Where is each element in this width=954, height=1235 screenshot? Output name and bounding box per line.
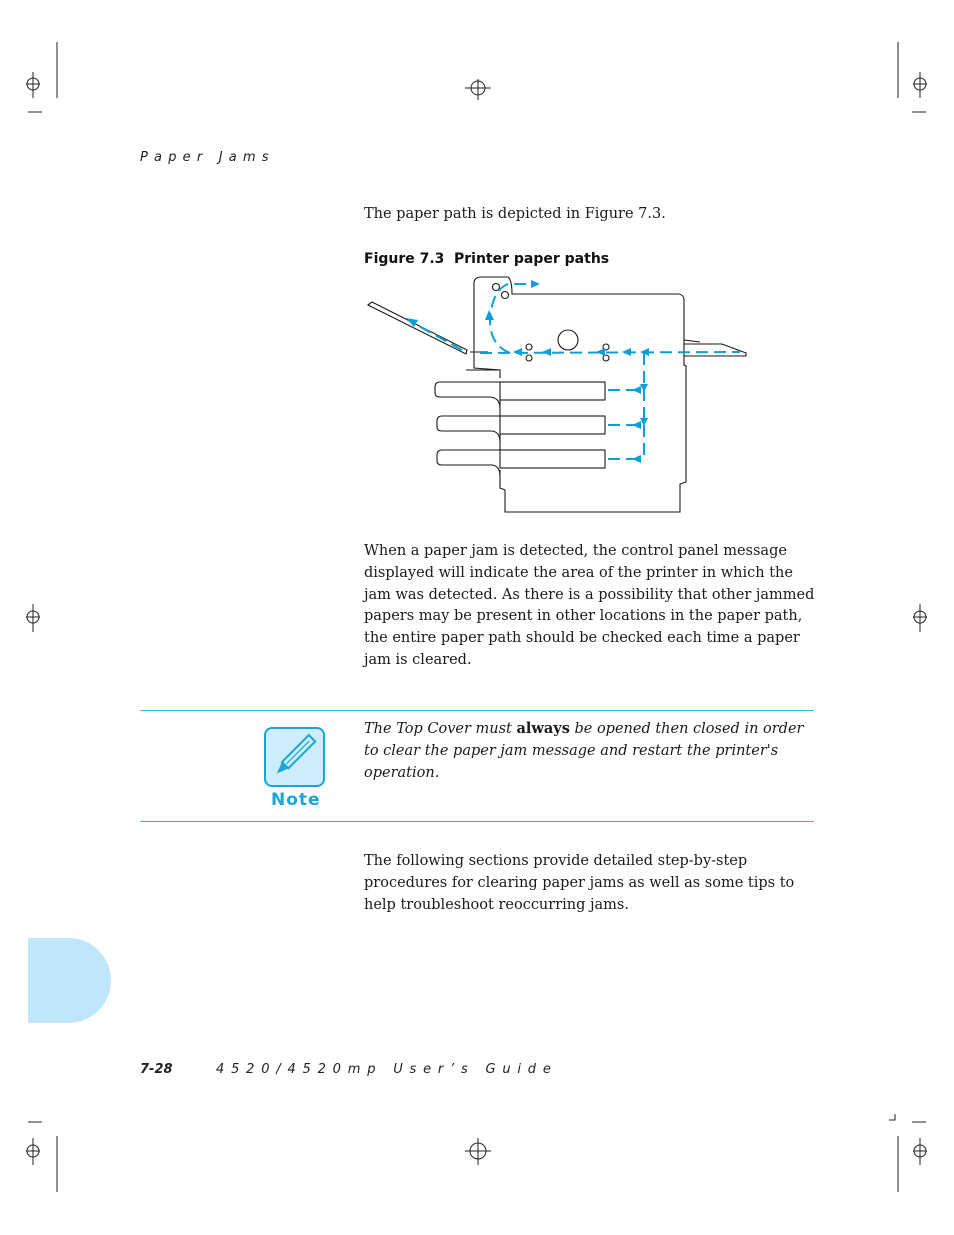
- note-label: Note: [271, 790, 321, 810]
- note-text-start: The Top Cover must: [364, 721, 517, 737]
- footer-guide-title: 4520/4520mp User’s Guide: [216, 1062, 558, 1077]
- note-text-end: be opened then closed in order to clear the paper jam message and restart the printer's operation.: [364, 721, 804, 781]
- figure-number: Figure 7.3: [364, 251, 445, 267]
- printer-paper-path-diagram: [360, 270, 750, 516]
- note-text: [364, 718, 816, 784]
- paper-path-arrows: [406, 280, 649, 463]
- closing-paragraph: The following sections provide detailed step-by-step procedures for clearing paper jams as well as some tips to help troubleshoot reoccurring jams.: [364, 853, 795, 913]
- page-number: 7-28: [140, 1062, 173, 1077]
- note-bottom-rule: [140, 821, 814, 822]
- printer-outline: [368, 277, 746, 512]
- figure-caption: [364, 251, 609, 267]
- chapter-thumb-tab: [28, 938, 111, 1023]
- note-top-rule: [140, 710, 814, 711]
- figure-title: Printer paper paths: [454, 251, 610, 267]
- note-emphasis: always: [516, 720, 570, 737]
- running-header: Paper Jams: [140, 150, 275, 165]
- jam-detection-paragraph: When a paper jam is detected, the control panel message displayed will indicate the area of the printer in which the jam was detected. As there is a possibility that other jammed papers may be present in other locations in the paper path, the entire paper path should be checked each time a paper jam is cleared.: [364, 543, 815, 668]
- intro-paragraph: The paper path is depicted in Figure 7.3.: [364, 206, 666, 222]
- note-pencil-icon: [264, 727, 326, 789]
